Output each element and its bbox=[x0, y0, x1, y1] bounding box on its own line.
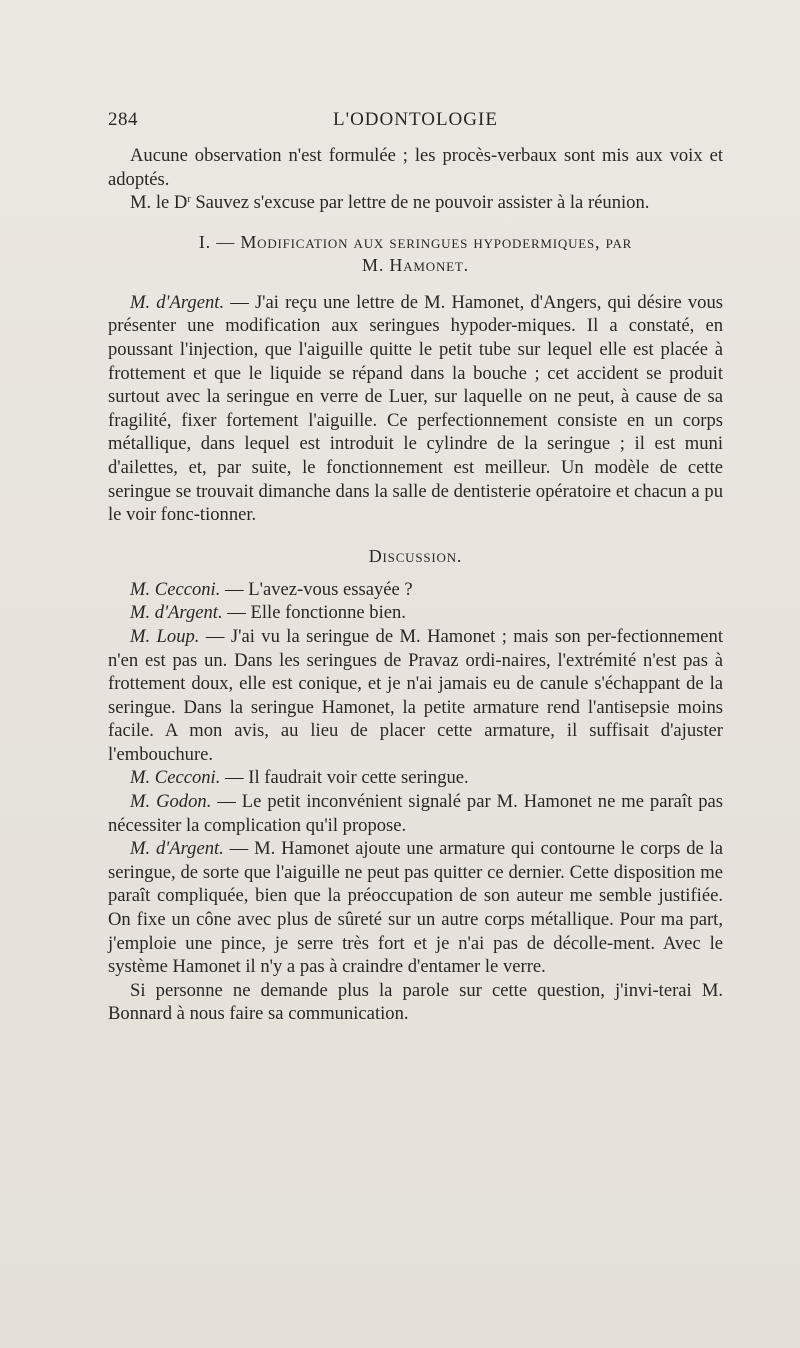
discussion-entry bbox=[108, 790, 723, 837]
page-number: 284 bbox=[108, 109, 138, 130]
speech-text: — Le petit inconvénient signalé par M. Hamonet ne me paraît pas nécessiter la complication qu'il propose. bbox=[108, 791, 723, 836]
speech-text: — L'avez-vous essayée ? bbox=[220, 578, 413, 600]
speech-text: — Elle fonctionne bien. bbox=[222, 602, 406, 624]
speaker-name: M. Cecconi. bbox=[130, 767, 221, 789]
discussion-heading: Discussion. bbox=[368, 545, 463, 566]
speaker-name: M. Godon. bbox=[130, 791, 212, 813]
journal-title: L'ODONTOLOGIE bbox=[333, 109, 498, 130]
doctor-abbrev-superscript: r bbox=[187, 194, 191, 206]
section-heading bbox=[108, 231, 723, 277]
speaker-name: M. Cecconi. bbox=[130, 578, 221, 600]
discussion-entry bbox=[108, 766, 723, 790]
body-text bbox=[108, 144, 723, 1026]
speaker-name: M. d'Argent. bbox=[130, 602, 223, 624]
discussion-entry bbox=[108, 578, 723, 602]
excuse-text-start: M. le D bbox=[130, 192, 188, 214]
discussion-entry bbox=[108, 601, 723, 625]
excuse-text-end: Sauvez s'excuse par lettre de ne pouvoir assister à la réunion. bbox=[190, 192, 650, 214]
speech-text: — M. Hamonet ajoute une armature qui contourne le corps de la seringue, de sorte que l'aiguille ne peut pas quitter ce dernier. Cette disposition me paraît compliquée, bien que la préoccupation de son auteur me semble justifiée. On fixe un cône avec plus de sûreté sur un autre corps métallique. Pour ma part, j'emploie une pince, je serre très fort et je n'ai pas de décolle-ment. Avec le système Hamonet il n'y a pas à craindre d'entamer le verre. bbox=[108, 838, 724, 978]
discussion-entry bbox=[108, 837, 723, 979]
speaker-name: M. d'Argent. bbox=[130, 291, 225, 313]
discussion-entry bbox=[108, 625, 723, 767]
paragraph-minutes-adopted: Aucune observation n'est formulée ; les procès-verbaux sont mis aux voix et adoptés. bbox=[108, 145, 723, 190]
speech-text: — J'ai vu la seringue de M. Hamonet ; mais son per-fectionnement n'en est pas un. Dans les seringues de Pravaz ordi-naires, l'extrémité n'est pas à frottement doux, elle est conique, et je n'ai jamais eu de canule s'échappant de la seringue. Dans la seringue Hamonet, la petite armature rend l'antisepsie moins facile. A mon avis, au lieu de placer cette armature, il suffisait d'ajuster l'embouchure. bbox=[108, 625, 723, 765]
running-head bbox=[108, 109, 723, 137]
speech-text: — J'ai reçu une lettre de M. Hamonet, d'Angers, qui désire vous présenter une modification aux seringues hypoder-miques. Il a constaté, en poussant l'injection, que l'aiguille quitte le petit tube sur lequel elle est placée à frottement et que le liquide se répand dans la bouche ; cet accident se produit surtout avec la seringue en verre de Luer, sur laquelle on ne peut, à cause de sa fragilité, fixer fortement l'aiguille. Ce perfectionnement consiste en un corps métallique, dans lequel est introduit le cylindre de la seringue ; il est muni d'ailettes, et, par suite, le fonctionnement est meilleur. Un modèle de cette seringue se trouvait dimanche dans la salle de dentisterie opératoire et chacun a pu le voir fonc-tionner. bbox=[108, 291, 724, 526]
dargent-statement bbox=[108, 291, 723, 527]
speaker-name: M. d'Argent. bbox=[130, 838, 224, 860]
paragraph-excuse bbox=[108, 191, 723, 215]
speech-text: — Il faudrait voir cette seringue. bbox=[220, 767, 469, 789]
section-heading-line-1: I. — Modification aux seringues hypodermiques, par bbox=[198, 231, 633, 252]
section-heading-line-2: M. Hamonet. bbox=[362, 254, 469, 275]
closing-paragraph: Si personne ne demande plus la parole sur cette question, j'invi-terai M. Bonnard à nous faire sa communication. bbox=[108, 979, 723, 1025]
speaker-name: M. Loup. bbox=[130, 625, 200, 647]
